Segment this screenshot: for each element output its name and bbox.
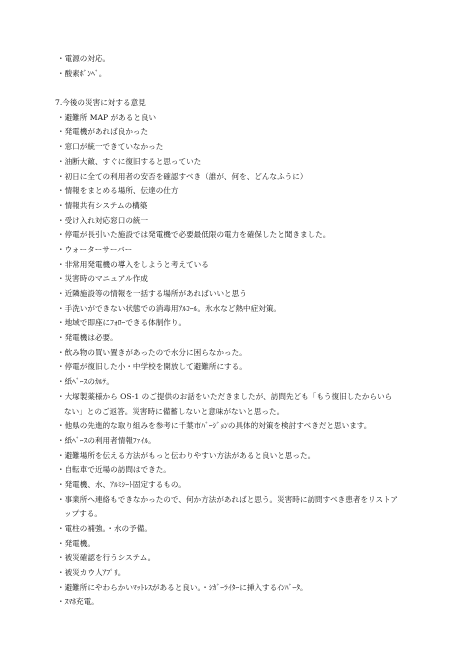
list-item: ・被災確認を行うシステム。 [57, 553, 156, 563]
list-item: ・飲み物の買い置きがあったので水分に困らなかった。 [57, 347, 247, 357]
list-item: ・窓口が統一できていなかった [57, 142, 164, 152]
list-item: ・初日に全ての利用者の安否を確認すべき（誰が、何を、どんなふうに） [57, 171, 308, 181]
list-item: ・受け入れ対応窓口の統一 [57, 215, 149, 225]
list-item-continuation: ップする。 [64, 509, 102, 519]
list-item: ・発電機。 [57, 538, 95, 548]
list-item: ・停電が復旧した小・中学校を開放して避難所にする。 [57, 362, 247, 372]
list-item: ・事業所へ連絡もできなかったので、何か方法があればと思う。災害時に訪問すべき患者をリストア [57, 494, 399, 504]
list-item: ・発電機、水、ｱﾙﾐｼｰﾄ固定するもの。 [57, 479, 186, 489]
list-item: ・地域で即座にﾌｫﾛｰできる体制作り。 [57, 318, 187, 328]
section-heading: 7.今後の災害に対する意見 [55, 98, 146, 108]
list-item-continuation: ない」とのご返答。災害時に備蓄しないと意味がないと思った。 [64, 406, 285, 416]
list-item: ・非常用発電機の導入をしようと考えている [57, 259, 209, 269]
list-item: ・ｽﾏﾎ充電。 [57, 597, 99, 607]
list-item: ・紙ﾍﾞｰｽのｶﾙﾃ。 [57, 377, 114, 387]
list-item: ・自転車で近場の訪問はできた。 [57, 465, 171, 475]
list-item: ・情報をまとめる場所、伝達の仕方 [57, 186, 179, 196]
list-item-oxygen: ・酸素ﾎﾞﾝﾍﾞ。 [57, 68, 107, 78]
list-item: ・災害時のマニュアル作成 [57, 274, 148, 284]
list-item: ・避難場所を伝える方法がもっと伝わりやすい方法があると良いと思った。 [57, 450, 316, 460]
list-item: ・発電機は必要。 [57, 333, 118, 343]
list-item: ・電柱の補強。・水の予備。 [57, 524, 152, 533]
list-item: ・情報共有システムの構築 [57, 200, 148, 210]
list-item: ・油断大敵、すぐに復旧すると思っていた [57, 156, 202, 166]
list-item: ・被災カウ人ｱﾌﾟﾘ。 [57, 568, 126, 578]
list-item: ・手洗いができない状態での消毒用ｱﾙｺｰﾙ。氷水など熱中症対策。 [57, 303, 282, 313]
spacer [55, 81, 415, 96]
list-item-power: ・電源の対応。 [57, 54, 111, 63]
list-item: ・発電機があれば良かった [57, 127, 149, 137]
list-item: ・避難所 MAP があると良い [57, 112, 157, 122]
list-item: ・大塚製薬様から OS-1 のご提供のお話をいただきましたが、訪問先ども「もう復旧したからいら [57, 391, 393, 401]
list-item: ・近隣施設等の情報を一括する場所があればいいと思う [57, 289, 247, 298]
list-item: ・他県の先進的な取り組みを参考に千葉市ﾊﾞｰｼﾞｮﾝの具体的対策を検討すべきだと思います。 [57, 421, 372, 431]
opinion-list [55, 111, 415, 610]
list-item: ・ウォーターサーバー [57, 244, 133, 254]
list-item: ・停電が長引いた施設では発電機で必要最低限の電力を確保したと聞きました。 [57, 230, 331, 240]
list-item: ・紙ﾍﾞｰｽの利用者情報ﾌｧｲﾙ。 [57, 435, 156, 445]
list-item: ・避難所にやわらかいﾏｯﾄﾚｽがあると良い。・ｼｶﾞｰﾗｲﾀｰに挿入するｲﾝﾊﾞｰﾀ。 [57, 582, 308, 592]
